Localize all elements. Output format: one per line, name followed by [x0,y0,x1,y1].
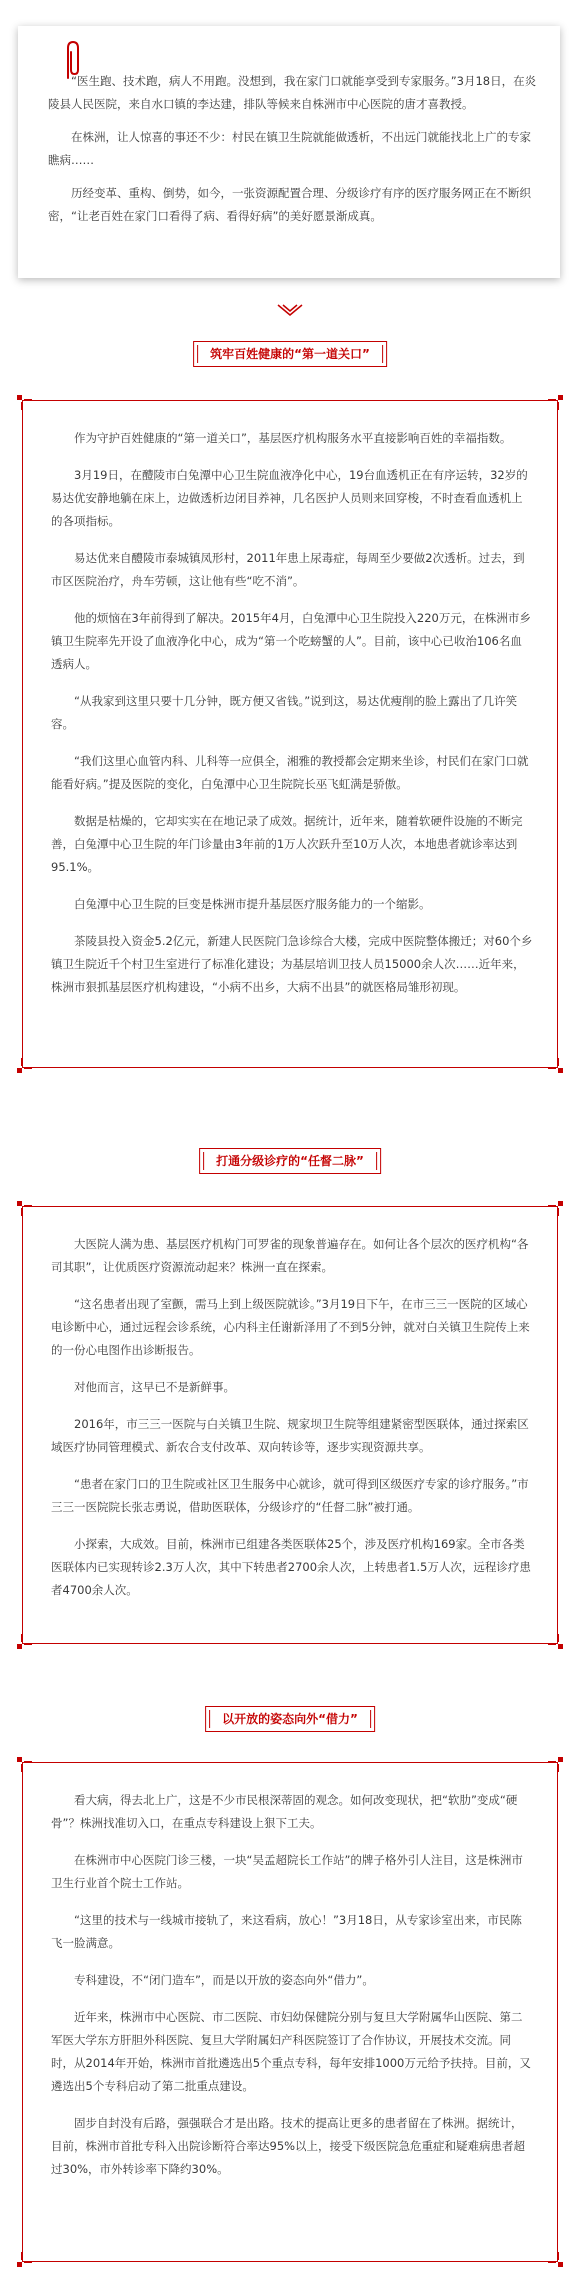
section-paragraph: 大医院人满为患、基层医疗机构门可罗雀的现象普遍存在。如何让各个层次的医疗机构“各司其职”，让优质医疗资源流动起来？株洲一直在探索。 [51,1237,529,1274]
intro-paragraph: “医生跑、技术跑，病人不用跑。没想到，我在家门口就能享受到专家服务。”3月18日，在炎陵县人民医院，来自水口镇的李达建，排队等候来自株洲市中心医院的唐才喜教授。 [48,74,537,111]
section-box [22,400,558,1068]
section-title: 打通分级诊疗的“任督二脉” [216,1154,364,1168]
corner-ornament-icon [551,1201,563,1213]
section-paragraph: 看大病，得去北上广，这是不少市民根深蒂固的观念。如何改变现状，把“软肋”变成“硬骨”？株洲找准切入口，在重点专科建设上狠下工夫。 [51,1793,518,1830]
corner-ornament-icon [551,395,563,407]
section-paragraph: “我们这里心血管内科、儿科等一应俱全，湘雅的教授都会定期来坐诊，村民们在家门口就能看好病。”提及医院的变化，白兔潭中心卫生院院长巫飞虹满是骄傲。 [51,754,529,791]
corner-ornament-icon [17,1201,29,1213]
intro-card [18,26,560,278]
section-paragraph: 3月19日，在醴陵市白兔潭中心卫生院血液净化中心，19台血透机正在有序运转，32岁的易达优安静地躺在床上，边做透析边闭目养神，几名医护人员则来回穿梭，不时查看血透机上的各项指标。 [51,468,528,528]
section-title: 筑牢百姓健康的“第一道关口” [210,347,370,361]
section-title-badge [199,1148,381,1174]
section-title-badge [205,1706,375,1732]
section-paragraph: “从我家到这里只要十几分钟，既方便又省钱。”说到这，易达优瘦削的脸上露出了几许笑容。 [51,694,518,731]
corner-ornament-icon [551,2255,563,2267]
intro-paragraph: 历经变革、重构、倒势，如今，一张资源配置合理、分级诊疗有序的医疗服务网正在不断织密，“让老百姓在家门口看得了病、看得好病”的美好愿景渐成真。 [48,186,531,223]
section-paragraph: “这里的技术与一线城市接轨了，来这看病，放心！”3月18日，从专家诊室出来，市民陈飞一脸满意。 [51,1913,522,1950]
paperclip-icon [62,40,84,80]
intro-paragraph: 在株洲，让人惊喜的事还不少：村民在镇卫生院就能做透析，不出远门就能找北上广的专家瞧病…… [48,130,531,167]
section-paragraph: 数据是枯燥的，它却实实在在地记录了成效。据统计，近年来，随着软硬件设施的不断完善，白兔潭中心卫生院的年门诊量由3年前的1万人次跃升至10万人次，本地患者就诊率达到95.1%。 [51,814,523,874]
section-title-badge [193,341,387,367]
section-paragraph: “患者在家门口的卫生院或社区卫生服务中心就诊，就可得到区级医疗专家的诊疗服务。”市三三一医院院长张志勇说，借助医联体，分级诊疗的“任督二脉”被打通。 [51,1477,529,1514]
section-box [22,1762,558,2262]
corner-ornament-icon [17,2255,29,2267]
corner-ornament-icon [17,1757,29,1769]
section-paragraph: 固步自封没有后路，强强联合才是出路。技术的提高让更多的患者留在了株洲。据统计，目前，株洲市首批专科入出院诊断符合率达95%以上，接受下级医院急危重症和疑难病患者超过30%，市外转诊率下降约30%。 [51,2116,526,2176]
section-paragraph: 他的烦恼在3年前得到了解决。2015年4月，白兔潭中心卫生院投入220万元，在株洲市乡镇卫生院率先开设了血液净化中心，成为“第一个吃螃蟹的人”。目前，该中心已收治106名血透病人。 [51,611,531,671]
section-paragraph: 小探索，大成效。目前，株洲市已组建各类医联体25个，涉及医疗机构169家。全市各类医联体内已实现转诊2.3万人次，其中下转患者2700余人次，上转患者1.5万人次，远程诊疗患者4700余人次。 [51,1537,531,1597]
corner-ornament-icon [551,1061,563,1073]
section-paragraph: “这名患者出现了室颤，需马上到上级医院就诊。”3月19日下午，在市三三一医院的区域心电诊断中心，通过远程会诊系统，心内科主任谢新泽用了不到5分钟，就对白关镇卫生院传上来的一份心电图作出诊断报告。 [51,1297,530,1357]
section-paragraph: 茶陵县投入资金5.2亿元，新建人民医院门急诊综合大楼，完成中医院整体搬迁；对60个乡镇卫生院近千个村卫生室进行了标准化建设；为基层培训卫技人员15000余人次……近年来，株洲市狠抓基层医疗机构建设，“小病不出乡，大病不出县”的就医格局雏形初现。 [51,934,533,994]
section-title: 以开放的姿态向外“借力” [222,1712,358,1726]
section-paragraph: 白兔潭中心卫生院的巨变是株洲市提升基层医疗服务能力的一个缩影。 [74,897,431,911]
section-box [22,1206,558,1644]
corner-ornament-icon [17,395,29,407]
section-paragraph: 作为守护百姓健康的“第一道关口”，基层医疗机构服务水平直接影响百姓的幸福指数。 [74,431,512,445]
section-paragraph: 易达优来自醴陵市泰城镇凤形村，2011年患上尿毒症，每周至少要做2次透析。过去，到市区医院治疗，舟车劳顿，这让他有些“吃不消”。 [51,551,525,588]
corner-ornament-icon [551,1637,563,1649]
corner-ornament-icon [551,1757,563,1769]
section-paragraph: 2016年，市三三一医院与白关镇卫生院、规家坝卫生院等组建紧密型医联体，通过探索区域医疗协同管理模式、新农合支付改革、双向转诊等，逐步实现资源共享。 [51,1417,529,1454]
section-paragraph: 专科建设，不“闭门造车”，而是以开放的姿态向外“借力”。 [74,1973,374,1987]
corner-ornament-icon [17,1061,29,1073]
double-chevron-down-icon [276,303,304,317]
section-paragraph: 对他而言，这早已不是新鲜事。 [74,1380,235,1394]
corner-ornament-icon [17,1637,29,1649]
section-paragraph: 在株洲市中心医院门诊三楼，一块“吴孟超院长工作站”的牌子格外引人注目，这是株洲市卫生行业首个院士工作站。 [51,1853,523,1890]
section-paragraph: 近年来，株洲市中心医院、市二医院、市妇幼保健院分别与复旦大学附属华山医院、第二军医大学东方肝胆外科医院、复旦大学附属妇产科医院签订了合作协议，开展技术交流。同时，从2014年开始，株洲市首批遴选出5个重点专科，每年安排1000万元给予扶持。目前，又遴选出5个专科启动了第二批重点建设。 [51,2010,531,2093]
